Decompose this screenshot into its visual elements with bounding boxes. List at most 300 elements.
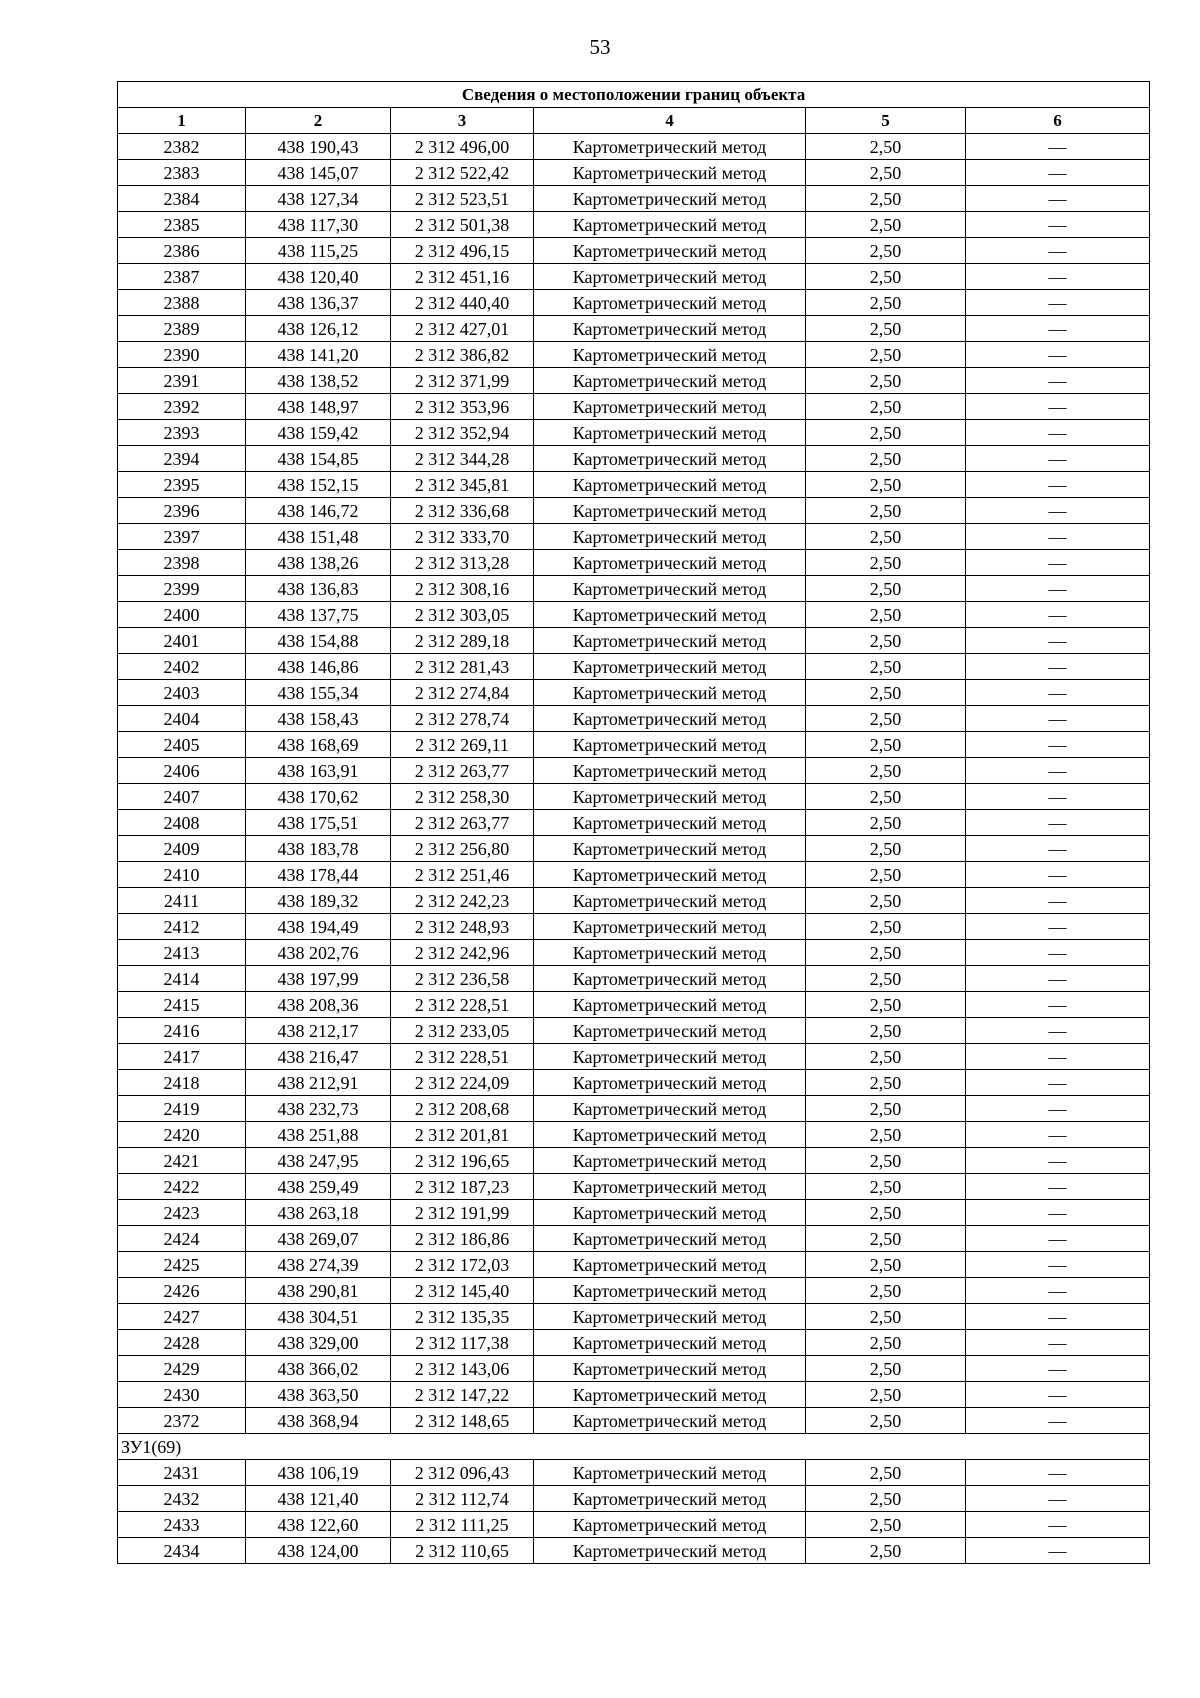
point-number-cell: 2432 bbox=[118, 1486, 246, 1512]
y-coordinate-cell: 2 312 308,16 bbox=[391, 576, 534, 602]
method-cell: Картометрический метод bbox=[534, 446, 806, 472]
accuracy-cell: 2,50 bbox=[806, 680, 966, 706]
point-number-cell: 2422 bbox=[118, 1174, 246, 1200]
point-number-cell: 2411 bbox=[118, 888, 246, 914]
y-coordinate-cell: 2 312 224,09 bbox=[391, 1070, 534, 1096]
description-cell: — bbox=[966, 1044, 1150, 1070]
point-number-cell: 2410 bbox=[118, 862, 246, 888]
x-coordinate-cell: 438 117,30 bbox=[246, 212, 391, 238]
accuracy-cell: 2,50 bbox=[806, 134, 966, 160]
x-coordinate-cell: 438 329,00 bbox=[246, 1330, 391, 1356]
table-row bbox=[118, 1044, 1150, 1070]
description-cell: — bbox=[966, 1226, 1150, 1252]
x-coordinate-cell: 438 148,97 bbox=[246, 394, 391, 420]
table-row bbox=[118, 1200, 1150, 1226]
accuracy-cell: 2,50 bbox=[806, 160, 966, 186]
method-cell: Картометрический метод bbox=[534, 420, 806, 446]
table-row bbox=[118, 602, 1150, 628]
table-title-row bbox=[118, 82, 1150, 108]
accuracy-cell: 2,50 bbox=[806, 836, 966, 862]
x-coordinate-cell: 438 154,88 bbox=[246, 628, 391, 654]
y-coordinate-cell: 2 312 256,80 bbox=[391, 836, 534, 862]
point-number-cell: 2394 bbox=[118, 446, 246, 472]
point-number-cell: 2430 bbox=[118, 1382, 246, 1408]
table-row bbox=[118, 1148, 1150, 1174]
accuracy-cell: 2,50 bbox=[806, 368, 966, 394]
table-row bbox=[118, 160, 1150, 186]
table-row bbox=[118, 784, 1150, 810]
point-number-cell: 2431 bbox=[118, 1460, 246, 1486]
accuracy-cell: 2,50 bbox=[806, 446, 966, 472]
x-coordinate-cell: 438 121,40 bbox=[246, 1486, 391, 1512]
method-cell: Картометрический метод bbox=[534, 1122, 806, 1148]
method-cell: Картометрический метод bbox=[534, 1460, 806, 1486]
column-header: 6 bbox=[966, 108, 1150, 134]
table-row bbox=[118, 862, 1150, 888]
method-cell: Картометрический метод bbox=[534, 1070, 806, 1096]
y-coordinate-cell: 2 312 496,15 bbox=[391, 238, 534, 264]
table-row bbox=[118, 186, 1150, 212]
description-cell: — bbox=[966, 1070, 1150, 1096]
description-cell: — bbox=[966, 1486, 1150, 1512]
x-coordinate-cell: 438 232,73 bbox=[246, 1096, 391, 1122]
y-coordinate-cell: 2 312 242,96 bbox=[391, 940, 534, 966]
point-number-cell: 2384 bbox=[118, 186, 246, 212]
x-coordinate-cell: 438 141,20 bbox=[246, 342, 391, 368]
point-number-cell: 2416 bbox=[118, 1018, 246, 1044]
description-cell: — bbox=[966, 420, 1150, 446]
description-cell: — bbox=[966, 160, 1150, 186]
method-cell: Картометрический метод bbox=[534, 888, 806, 914]
point-number-cell: 2421 bbox=[118, 1148, 246, 1174]
description-cell: — bbox=[966, 1330, 1150, 1356]
table-row bbox=[118, 1018, 1150, 1044]
x-coordinate-cell: 438 146,86 bbox=[246, 654, 391, 680]
description-cell: — bbox=[966, 836, 1150, 862]
accuracy-cell: 2,50 bbox=[806, 1070, 966, 1096]
table-row bbox=[118, 1382, 1150, 1408]
point-number-cell: 2412 bbox=[118, 914, 246, 940]
accuracy-cell: 2,50 bbox=[806, 628, 966, 654]
description-cell: — bbox=[966, 732, 1150, 758]
column-number-row bbox=[118, 108, 1150, 134]
table-row bbox=[118, 342, 1150, 368]
group-label: ЗУ1(69) bbox=[118, 1434, 1150, 1460]
table-row bbox=[118, 1408, 1150, 1434]
y-coordinate-cell: 2 312 135,35 bbox=[391, 1304, 534, 1330]
y-coordinate-cell: 2 312 269,11 bbox=[391, 732, 534, 758]
point-number-cell: 2417 bbox=[118, 1044, 246, 1070]
accuracy-cell: 2,50 bbox=[806, 1148, 966, 1174]
point-number-cell: 2387 bbox=[118, 264, 246, 290]
y-coordinate-cell: 2 312 172,03 bbox=[391, 1252, 534, 1278]
point-number-cell: 2390 bbox=[118, 342, 246, 368]
accuracy-cell: 2,50 bbox=[806, 342, 966, 368]
accuracy-cell: 2,50 bbox=[806, 1044, 966, 1070]
method-cell: Картометрический метод bbox=[534, 1018, 806, 1044]
method-cell: Картометрический метод bbox=[534, 836, 806, 862]
y-coordinate-cell: 2 312 333,70 bbox=[391, 524, 534, 550]
x-coordinate-cell: 438 159,42 bbox=[246, 420, 391, 446]
x-coordinate-cell: 438 126,12 bbox=[246, 316, 391, 342]
accuracy-cell: 2,50 bbox=[806, 940, 966, 966]
description-cell: — bbox=[966, 862, 1150, 888]
description-cell: — bbox=[966, 1122, 1150, 1148]
table-row bbox=[118, 940, 1150, 966]
accuracy-cell: 2,50 bbox=[806, 498, 966, 524]
accuracy-cell: 2,50 bbox=[806, 316, 966, 342]
y-coordinate-cell: 2 312 208,68 bbox=[391, 1096, 534, 1122]
point-number-cell: 2397 bbox=[118, 524, 246, 550]
table-row bbox=[118, 1122, 1150, 1148]
table-row bbox=[118, 680, 1150, 706]
table-row bbox=[118, 1460, 1150, 1486]
point-number-cell: 2414 bbox=[118, 966, 246, 992]
point-number-cell: 2400 bbox=[118, 602, 246, 628]
description-cell: — bbox=[966, 264, 1150, 290]
table-row bbox=[118, 1174, 1150, 1200]
description-cell: — bbox=[966, 498, 1150, 524]
table-row bbox=[118, 446, 1150, 472]
method-cell: Картометрический метод bbox=[534, 316, 806, 342]
table-row bbox=[118, 1330, 1150, 1356]
y-coordinate-cell: 2 312 345,81 bbox=[391, 472, 534, 498]
table-row bbox=[118, 264, 1150, 290]
point-number-cell: 2429 bbox=[118, 1356, 246, 1382]
x-coordinate-cell: 438 183,78 bbox=[246, 836, 391, 862]
accuracy-cell: 2,50 bbox=[806, 810, 966, 836]
table-row bbox=[118, 1252, 1150, 1278]
accuracy-cell: 2,50 bbox=[806, 394, 966, 420]
x-coordinate-cell: 438 115,25 bbox=[246, 238, 391, 264]
description-cell: — bbox=[966, 992, 1150, 1018]
description-cell: — bbox=[966, 212, 1150, 238]
accuracy-cell: 2,50 bbox=[806, 1460, 966, 1486]
point-number-cell: 2425 bbox=[118, 1252, 246, 1278]
y-coordinate-cell: 2 312 281,43 bbox=[391, 654, 534, 680]
table-row bbox=[118, 420, 1150, 446]
x-coordinate-cell: 438 189,32 bbox=[246, 888, 391, 914]
description-cell: — bbox=[966, 576, 1150, 602]
x-coordinate-cell: 438 212,91 bbox=[246, 1070, 391, 1096]
column-header: 4 bbox=[534, 108, 806, 134]
accuracy-cell: 2,50 bbox=[806, 1226, 966, 1252]
y-coordinate-cell: 2 312 313,28 bbox=[391, 550, 534, 576]
point-number-cell: 2426 bbox=[118, 1278, 246, 1304]
table-row bbox=[118, 836, 1150, 862]
point-number-cell: 2383 bbox=[118, 160, 246, 186]
x-coordinate-cell: 438 152,15 bbox=[246, 472, 391, 498]
point-number-cell: 2423 bbox=[118, 1200, 246, 1226]
x-coordinate-cell: 438 158,43 bbox=[246, 706, 391, 732]
x-coordinate-cell: 438 274,39 bbox=[246, 1252, 391, 1278]
point-number-cell: 2424 bbox=[118, 1226, 246, 1252]
method-cell: Картометрический метод bbox=[534, 576, 806, 602]
table-row bbox=[118, 472, 1150, 498]
y-coordinate-cell: 2 312 523,51 bbox=[391, 186, 534, 212]
x-coordinate-cell: 438 120,40 bbox=[246, 264, 391, 290]
description-cell: — bbox=[966, 914, 1150, 940]
y-coordinate-cell: 2 312 371,99 bbox=[391, 368, 534, 394]
method-cell: Картометрический метод bbox=[534, 654, 806, 680]
description-cell: — bbox=[966, 654, 1150, 680]
group-row bbox=[118, 1434, 1150, 1460]
accuracy-cell: 2,50 bbox=[806, 1538, 966, 1564]
table-row bbox=[118, 914, 1150, 940]
description-cell: — bbox=[966, 784, 1150, 810]
y-coordinate-cell: 2 312 201,81 bbox=[391, 1122, 534, 1148]
description-cell: — bbox=[966, 1096, 1150, 1122]
table-row bbox=[118, 628, 1150, 654]
y-coordinate-cell: 2 312 186,86 bbox=[391, 1226, 534, 1252]
y-coordinate-cell: 2 312 289,18 bbox=[391, 628, 534, 654]
accuracy-cell: 2,50 bbox=[806, 914, 966, 940]
accuracy-cell: 2,50 bbox=[806, 1330, 966, 1356]
column-header: 5 bbox=[806, 108, 966, 134]
y-coordinate-cell: 2 312 336,68 bbox=[391, 498, 534, 524]
description-cell: — bbox=[966, 966, 1150, 992]
table-row bbox=[118, 394, 1150, 420]
description-cell: — bbox=[966, 1148, 1150, 1174]
method-cell: Картометрический метод bbox=[534, 1512, 806, 1538]
x-coordinate-cell: 438 190,43 bbox=[246, 134, 391, 160]
description-cell: — bbox=[966, 758, 1150, 784]
y-coordinate-cell: 2 312 242,23 bbox=[391, 888, 534, 914]
y-coordinate-cell: 2 312 191,99 bbox=[391, 1200, 534, 1226]
x-coordinate-cell: 438 175,51 bbox=[246, 810, 391, 836]
point-number-cell: 2419 bbox=[118, 1096, 246, 1122]
x-coordinate-cell: 438 197,99 bbox=[246, 966, 391, 992]
x-coordinate-cell: 438 290,81 bbox=[246, 1278, 391, 1304]
x-coordinate-cell: 438 194,49 bbox=[246, 914, 391, 940]
accuracy-cell: 2,50 bbox=[806, 212, 966, 238]
y-coordinate-cell: 2 312 303,05 bbox=[391, 602, 534, 628]
table-row bbox=[118, 576, 1150, 602]
y-coordinate-cell: 2 312 386,82 bbox=[391, 342, 534, 368]
table-row bbox=[118, 1486, 1150, 1512]
method-cell: Картометрический метод bbox=[534, 1330, 806, 1356]
method-cell: Картометрический метод bbox=[534, 1252, 806, 1278]
x-coordinate-cell: 438 155,34 bbox=[246, 680, 391, 706]
x-coordinate-cell: 438 247,95 bbox=[246, 1148, 391, 1174]
point-number-cell: 2420 bbox=[118, 1122, 246, 1148]
method-cell: Картометрический метод bbox=[534, 342, 806, 368]
point-number-cell: 2398 bbox=[118, 550, 246, 576]
point-number-cell: 2386 bbox=[118, 238, 246, 264]
y-coordinate-cell: 2 312 148,65 bbox=[391, 1408, 534, 1434]
accuracy-cell: 2,50 bbox=[806, 1512, 966, 1538]
method-cell: Картометрический метод bbox=[534, 1408, 806, 1434]
x-coordinate-cell: 438 366,02 bbox=[246, 1356, 391, 1382]
x-coordinate-cell: 438 106,19 bbox=[246, 1460, 391, 1486]
description-cell: — bbox=[966, 1408, 1150, 1434]
table-row bbox=[118, 316, 1150, 342]
method-cell: Картометрический метод bbox=[534, 992, 806, 1018]
x-coordinate-cell: 438 216,47 bbox=[246, 1044, 391, 1070]
description-cell: — bbox=[966, 550, 1150, 576]
description-cell: — bbox=[966, 238, 1150, 264]
method-cell: Картометрический метод bbox=[534, 862, 806, 888]
point-number-cell: 2404 bbox=[118, 706, 246, 732]
table-row bbox=[118, 1304, 1150, 1330]
y-coordinate-cell: 2 312 258,30 bbox=[391, 784, 534, 810]
point-number-cell: 2413 bbox=[118, 940, 246, 966]
y-coordinate-cell: 2 312 236,58 bbox=[391, 966, 534, 992]
point-number-cell: 2409 bbox=[118, 836, 246, 862]
accuracy-cell: 2,50 bbox=[806, 290, 966, 316]
description-cell: — bbox=[966, 446, 1150, 472]
x-coordinate-cell: 438 136,83 bbox=[246, 576, 391, 602]
accuracy-cell: 2,50 bbox=[806, 550, 966, 576]
point-number-cell: 2382 bbox=[118, 134, 246, 160]
x-coordinate-cell: 438 269,07 bbox=[246, 1226, 391, 1252]
method-cell: Картометрический метод bbox=[534, 810, 806, 836]
method-cell: Картометрический метод bbox=[534, 1538, 806, 1564]
description-cell: — bbox=[966, 1278, 1150, 1304]
x-coordinate-cell: 438 151,48 bbox=[246, 524, 391, 550]
x-coordinate-cell: 438 122,60 bbox=[246, 1512, 391, 1538]
point-number-cell: 2392 bbox=[118, 394, 246, 420]
method-cell: Картометрический метод bbox=[534, 1096, 806, 1122]
column-header: 2 bbox=[246, 108, 391, 134]
x-coordinate-cell: 438 138,26 bbox=[246, 550, 391, 576]
description-cell: — bbox=[966, 1174, 1150, 1200]
method-cell: Картометрический метод bbox=[534, 1200, 806, 1226]
accuracy-cell: 2,50 bbox=[806, 1408, 966, 1434]
y-coordinate-cell: 2 312 427,01 bbox=[391, 316, 534, 342]
y-coordinate-cell: 2 312 228,51 bbox=[391, 1044, 534, 1070]
description-cell: — bbox=[966, 524, 1150, 550]
method-cell: Картометрический метод bbox=[534, 940, 806, 966]
point-number-cell: 2407 bbox=[118, 784, 246, 810]
accuracy-cell: 2,50 bbox=[806, 706, 966, 732]
description-cell: — bbox=[966, 1460, 1150, 1486]
table-row bbox=[118, 758, 1150, 784]
table-row bbox=[118, 290, 1150, 316]
x-coordinate-cell: 438 146,72 bbox=[246, 498, 391, 524]
point-number-cell: 2372 bbox=[118, 1408, 246, 1434]
method-cell: Картометрический метод bbox=[534, 966, 806, 992]
accuracy-cell: 2,50 bbox=[806, 238, 966, 264]
point-number-cell: 2401 bbox=[118, 628, 246, 654]
x-coordinate-cell: 438 178,44 bbox=[246, 862, 391, 888]
point-number-cell: 2403 bbox=[118, 680, 246, 706]
table-row bbox=[118, 1226, 1150, 1252]
point-number-cell: 2428 bbox=[118, 1330, 246, 1356]
description-cell: — bbox=[966, 316, 1150, 342]
description-cell: — bbox=[966, 602, 1150, 628]
table-row bbox=[118, 1538, 1150, 1564]
method-cell: Картометрический метод bbox=[534, 784, 806, 810]
description-cell: — bbox=[966, 134, 1150, 160]
y-coordinate-cell: 2 312 440,40 bbox=[391, 290, 534, 316]
accuracy-cell: 2,50 bbox=[806, 888, 966, 914]
point-number-cell: 2395 bbox=[118, 472, 246, 498]
point-number-cell: 2388 bbox=[118, 290, 246, 316]
method-cell: Картометрический метод bbox=[534, 1356, 806, 1382]
method-cell: Картометрический метод bbox=[534, 1304, 806, 1330]
y-coordinate-cell: 2 312 451,16 bbox=[391, 264, 534, 290]
description-cell: — bbox=[966, 394, 1150, 420]
table-row bbox=[118, 654, 1150, 680]
y-coordinate-cell: 2 312 143,06 bbox=[391, 1356, 534, 1382]
accuracy-cell: 2,50 bbox=[806, 1486, 966, 1512]
table-row bbox=[118, 238, 1150, 264]
point-number-cell: 2391 bbox=[118, 368, 246, 394]
y-coordinate-cell: 2 312 111,25 bbox=[391, 1512, 534, 1538]
accuracy-cell: 2,50 bbox=[806, 1252, 966, 1278]
description-cell: — bbox=[966, 628, 1150, 654]
method-cell: Картометрический метод bbox=[534, 706, 806, 732]
method-cell: Картометрический метод bbox=[534, 290, 806, 316]
y-coordinate-cell: 2 312 353,96 bbox=[391, 394, 534, 420]
point-number-cell: 2427 bbox=[118, 1304, 246, 1330]
y-coordinate-cell: 2 312 278,74 bbox=[391, 706, 534, 732]
x-coordinate-cell: 438 138,52 bbox=[246, 368, 391, 394]
method-cell: Картометрический метод bbox=[534, 1148, 806, 1174]
y-coordinate-cell: 2 312 522,42 bbox=[391, 160, 534, 186]
x-coordinate-cell: 438 168,69 bbox=[246, 732, 391, 758]
table-row bbox=[118, 966, 1150, 992]
description-cell: — bbox=[966, 888, 1150, 914]
accuracy-cell: 2,50 bbox=[806, 1018, 966, 1044]
method-cell: Картометрический метод bbox=[534, 1278, 806, 1304]
x-coordinate-cell: 438 202,76 bbox=[246, 940, 391, 966]
point-number-cell: 2408 bbox=[118, 810, 246, 836]
table-row bbox=[118, 134, 1150, 160]
description-cell: — bbox=[966, 1512, 1150, 1538]
description-cell: — bbox=[966, 1538, 1150, 1564]
method-cell: Картометрический метод bbox=[534, 550, 806, 576]
description-cell: — bbox=[966, 290, 1150, 316]
x-coordinate-cell: 438 137,75 bbox=[246, 602, 391, 628]
x-coordinate-cell: 438 259,49 bbox=[246, 1174, 391, 1200]
table-row bbox=[118, 1278, 1150, 1304]
method-cell: Картометрический метод bbox=[534, 628, 806, 654]
y-coordinate-cell: 2 312 110,65 bbox=[391, 1538, 534, 1564]
y-coordinate-cell: 2 312 112,74 bbox=[391, 1486, 534, 1512]
description-cell: — bbox=[966, 706, 1150, 732]
accuracy-cell: 2,50 bbox=[806, 1304, 966, 1330]
x-coordinate-cell: 438 251,88 bbox=[246, 1122, 391, 1148]
point-number-cell: 2418 bbox=[118, 1070, 246, 1096]
column-header: 3 bbox=[391, 108, 534, 134]
point-number-cell: 2415 bbox=[118, 992, 246, 1018]
table-row bbox=[118, 212, 1150, 238]
method-cell: Картометрический метод bbox=[534, 1226, 806, 1252]
method-cell: Картометрический метод bbox=[534, 160, 806, 186]
point-number-cell: 2433 bbox=[118, 1512, 246, 1538]
description-cell: — bbox=[966, 342, 1150, 368]
x-coordinate-cell: 438 212,17 bbox=[246, 1018, 391, 1044]
method-cell: Картометрический метод bbox=[534, 732, 806, 758]
table-row bbox=[118, 550, 1150, 576]
y-coordinate-cell: 2 312 251,46 bbox=[391, 862, 534, 888]
description-cell: — bbox=[966, 680, 1150, 706]
accuracy-cell: 2,50 bbox=[806, 732, 966, 758]
method-cell: Картометрический метод bbox=[534, 498, 806, 524]
x-coordinate-cell: 438 363,50 bbox=[246, 1382, 391, 1408]
x-coordinate-cell: 438 263,18 bbox=[246, 1200, 391, 1226]
table-row bbox=[118, 368, 1150, 394]
accuracy-cell: 2,50 bbox=[806, 654, 966, 680]
accuracy-cell: 2,50 bbox=[806, 862, 966, 888]
boundary-coordinates-table bbox=[117, 81, 1150, 1564]
accuracy-cell: 2,50 bbox=[806, 1096, 966, 1122]
method-cell: Картометрический метод bbox=[534, 394, 806, 420]
method-cell: Картометрический метод bbox=[534, 680, 806, 706]
x-coordinate-cell: 438 208,36 bbox=[246, 992, 391, 1018]
